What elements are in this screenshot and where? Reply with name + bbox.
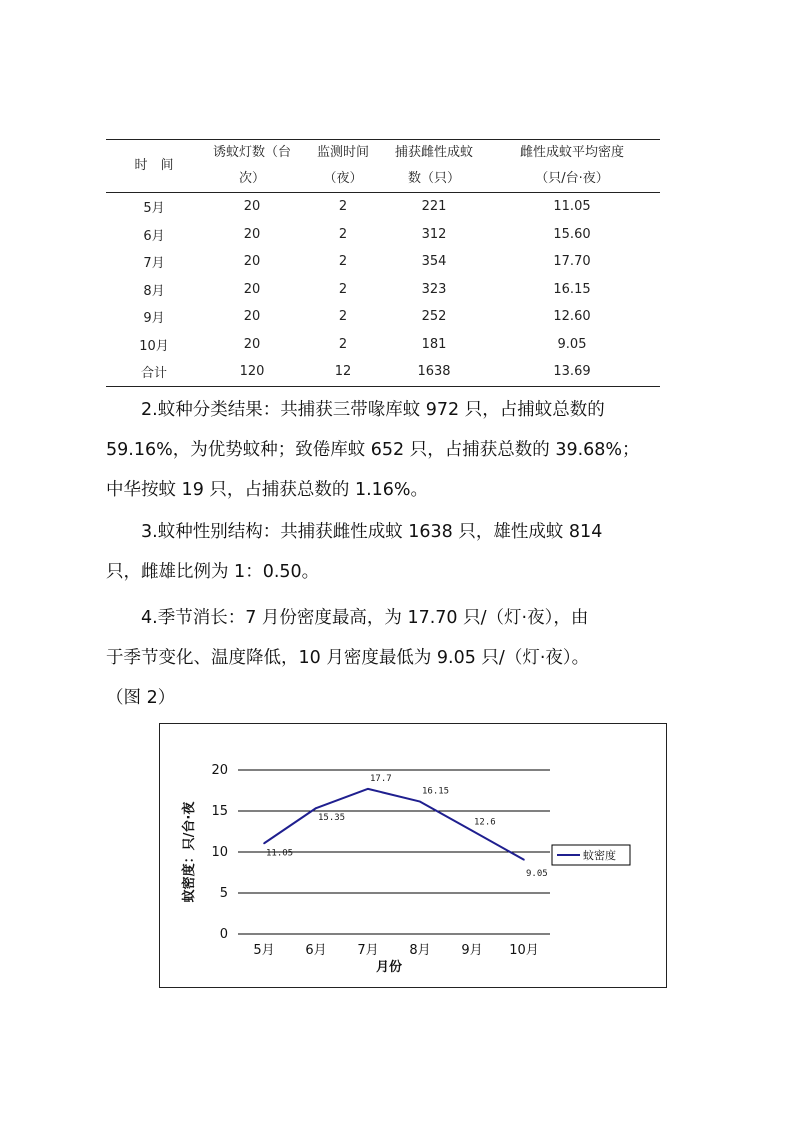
data-point [419, 801, 421, 803]
table-cell: 354 [421, 254, 447, 270]
header-nights [302, 140, 384, 193]
x-tick-label: 5月 [253, 943, 275, 958]
text-line: 3.蚊种性别结构：共捕获雌性成蚊 1638 只，雄性成蚊 814 [141, 522, 603, 542]
y-tick-label: 0 [219, 927, 228, 942]
table-cell: 252 [421, 309, 447, 325]
header-lamps [202, 140, 302, 193]
table-cell: 1638 [417, 364, 451, 380]
table-cell: 6月 [143, 228, 165, 244]
table-cell: 2 [338, 199, 348, 215]
table-cell: 20 [243, 254, 261, 270]
data-label: 16.15 [422, 786, 450, 797]
table-cell: 312 [421, 226, 447, 242]
table-cell: 5月 [143, 201, 165, 217]
paragraph-species [106, 390, 696, 510]
x-tick-label: 7月 [357, 943, 379, 958]
data-point [315, 807, 317, 809]
table-cell: 20 [243, 226, 261, 242]
table-header-row [106, 140, 660, 193]
text-line: 中华按蚊 19 只，占捕获总数的 1.16%。 [106, 480, 429, 500]
y-tick-label: 15 [211, 804, 228, 819]
data-label: 9.05 [526, 868, 548, 879]
table-cell: 16.15 [553, 281, 591, 297]
y-axis-title: 蚊密度：只/台·夜 [182, 801, 197, 903]
table-cell: 20 [243, 309, 261, 325]
text-line: 59.16%，为优势蚊种；致倦库蚊 652 只，占捕获总数的 39.68%； [106, 440, 640, 460]
header-density [484, 140, 660, 193]
legend-label: 蚊密度 [583, 849, 616, 862]
header-cell-text: 数（只） [407, 171, 460, 186]
density-line-chart [159, 723, 667, 988]
table-cell: 7月 [143, 256, 165, 272]
table-cell: 9月 [143, 311, 165, 327]
x-tick-label: 6月 [305, 943, 327, 958]
table-cell: 12.60 [553, 309, 591, 325]
table-cell: 13.69 [553, 364, 591, 380]
table-row [106, 248, 660, 276]
header-cell-text: 次） [238, 171, 265, 186]
data-label: 15.35 [318, 813, 346, 824]
text-line: 4.季节消长：7 月份密度最高，为 17.70 只/（灯·夜），由 [141, 608, 589, 628]
table-cell: 12 [334, 364, 352, 380]
text-line: 2.蚊种分类结果：共捕获三带喙库蚊 972 只，占捕蚊总数的 [141, 400, 605, 420]
data-point [367, 788, 369, 790]
text-line: 只，雌雄比例为 1：0.50。 [106, 562, 320, 582]
y-tick-label: 10 [211, 845, 228, 860]
table-cell: 181 [421, 336, 447, 352]
table-row [106, 193, 660, 221]
header-cell-text: 时 间 [134, 158, 174, 173]
header-time [106, 140, 202, 193]
header-cell-text: （只/台·夜） [535, 171, 609, 186]
data-label: 12.6 [474, 817, 496, 828]
table-cell: 10月 [139, 338, 169, 354]
header-cell-text: 雌性成蚊平均密度 [519, 145, 624, 160]
x-tick-label: 8月 [409, 943, 431, 958]
table-cell: 17.70 [553, 254, 591, 270]
table-cell: 2 [338, 309, 348, 325]
data-point [263, 843, 265, 845]
table-cell: 2 [338, 226, 348, 242]
header-captured [384, 140, 484, 193]
data-point [471, 830, 473, 832]
x-axis-title: 月份 [375, 960, 403, 975]
data-label: 17.7 [370, 773, 392, 784]
table-cell: 120 [239, 364, 265, 380]
text-line: （图 2） [106, 688, 176, 708]
table-cell: 323 [421, 281, 447, 297]
table-row [106, 358, 660, 386]
table-cell: 9.05 [557, 336, 587, 352]
table-row [106, 331, 660, 359]
table-cell: 20 [243, 336, 261, 352]
density-table [106, 139, 660, 387]
x-tick-label: 10月 [509, 943, 539, 958]
paragraph-seasonal [106, 598, 696, 718]
table-cell: 2 [338, 336, 348, 352]
table-cell: 2 [338, 281, 348, 297]
header-cell-text: 捕获雌性成蚊 [394, 145, 473, 160]
table-row [106, 221, 660, 249]
y-tick-label: 20 [211, 763, 228, 778]
chart-svg [160, 724, 666, 987]
header-cell-text: （夜） [323, 171, 363, 186]
text-line: 于季节变化、温度降低，10 月密度最低为 9.05 只/（灯·夜）。 [106, 648, 590, 668]
table-cell: 合计 [140, 366, 167, 382]
table-cell: 11.05 [553, 199, 591, 215]
table-cell: 20 [243, 199, 261, 215]
x-tick-label: 9月 [461, 943, 483, 958]
table-cell: 8月 [143, 283, 165, 299]
table-cell: 20 [243, 281, 261, 297]
data-point [523, 859, 525, 861]
paragraph-sex-structure [106, 512, 696, 592]
table-cell: 221 [421, 199, 447, 215]
header-cell-text: 监测时间 [316, 145, 369, 160]
y-tick-label: 5 [219, 886, 228, 901]
table-body [106, 193, 660, 387]
table-cell: 15.60 [553, 226, 591, 242]
header-cell-text: 诱蚊灯数（台 [212, 145, 291, 160]
table-row [106, 276, 660, 304]
table-row [106, 303, 660, 331]
data-label: 11.05 [266, 848, 294, 859]
table-cell: 2 [338, 254, 348, 270]
